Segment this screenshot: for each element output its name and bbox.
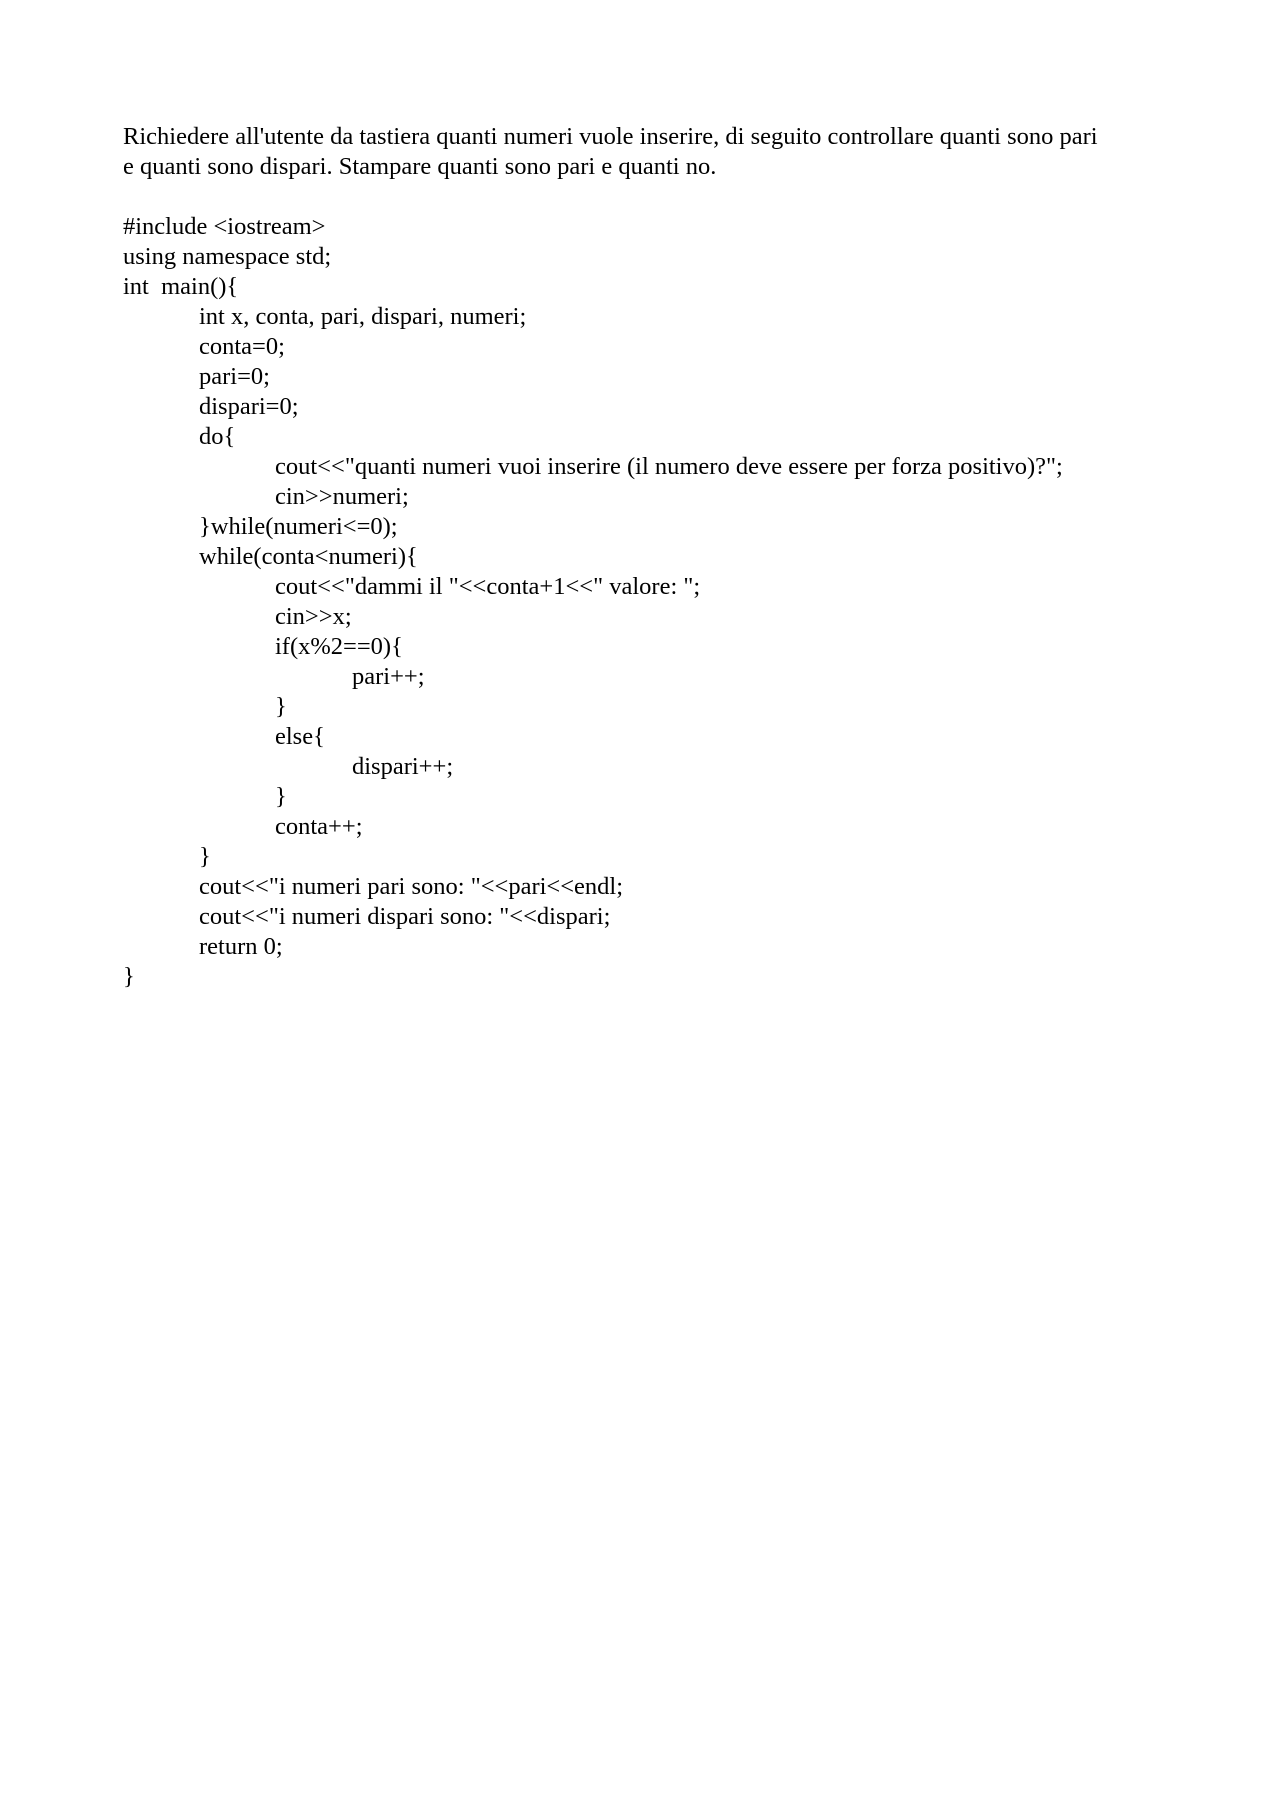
code-line: dispari++; — [352, 753, 454, 780]
code-line: pari=0; — [199, 363, 270, 390]
code-line: }while(numeri<=0); — [199, 513, 398, 540]
code-line: else{ — [275, 723, 325, 750]
code-line: cout<<"dammi il "<<conta+1<<" valore: "; — [275, 573, 701, 600]
code-line: do{ — [199, 423, 236, 450]
code-line: cout<<"i numeri pari sono: "<<pari<<endl; — [199, 873, 624, 900]
code-line: } — [123, 963, 135, 990]
code-line: conta++; — [275, 813, 363, 840]
code-line: #include <iostream> — [123, 213, 326, 240]
code-line: pari++; — [352, 663, 425, 690]
code-listing — [123, 212, 1063, 992]
code-line: } — [199, 843, 211, 870]
code-line: while(conta<numeri){ — [199, 543, 418, 570]
code-line: dispari=0; — [199, 393, 299, 420]
code-line: int x, conta, pari, dispari, numeri; — [199, 303, 527, 330]
code-line: cin>>x; — [275, 603, 352, 630]
code-line: using namespace std; — [123, 243, 332, 270]
code-line: cin>>numeri; — [275, 483, 409, 510]
code-line: cout<<"i numeri dispari sono: "<<dispari; — [199, 903, 611, 930]
description-line-2: e quanti sono dispari. Stampare quanti sono pari e quanti no. — [123, 153, 717, 180]
code-line: if(x%2==0){ — [275, 633, 403, 660]
code-line: } — [275, 783, 287, 810]
code-line: conta=0; — [199, 333, 285, 360]
description-line-1: Richiedere all'utente da tastiera quanti numeri vuole inserire, di seguito controllare quanti sono pari — [123, 123, 1098, 150]
code-line: cout<<"quanti numeri vuoi inserire (il numero deve essere per forza positivo)?"; — [275, 453, 1063, 480]
code-line: } — [275, 693, 287, 720]
exercise-description — [123, 122, 1163, 182]
code-line: return 0; — [199, 933, 283, 960]
code-line: int main(){ — [123, 273, 239, 300]
